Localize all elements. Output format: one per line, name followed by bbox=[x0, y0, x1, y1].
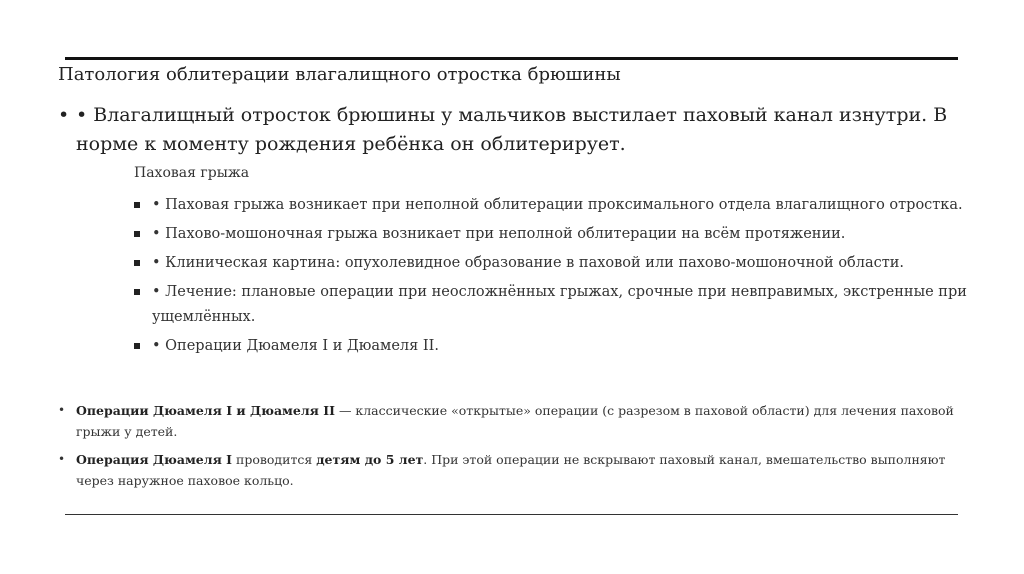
square-bullet-icon bbox=[134, 343, 140, 349]
square-bullet-icon bbox=[134, 202, 140, 208]
list-item-text: • Клиническая картина: опухолевидное образование в паховой или пахово-мошоночной области. bbox=[152, 255, 905, 271]
square-bullet-icon bbox=[134, 231, 140, 237]
list-item-text: • Пахово-мошоночная грыжа возникает при неполной облитерации на всём протяжении. bbox=[152, 226, 846, 242]
square-bullet-icon bbox=[134, 289, 140, 295]
note-text: проводится bbox=[232, 452, 317, 467]
note-bold: детям до 5 лет bbox=[316, 452, 424, 467]
subheading: Паховая грыжа bbox=[134, 165, 250, 181]
list-item bbox=[134, 251, 994, 276]
main-bullet bbox=[58, 101, 988, 159]
notes-list bbox=[58, 400, 978, 498]
note-text: . При этой операции не вскрывают паховый канал, вмешательство выполняют через наружное паховое кольцо. bbox=[76, 452, 946, 488]
list-item bbox=[134, 280, 994, 330]
note-bold: Операции Дюамеля I и Дюамеля II bbox=[76, 403, 335, 418]
note-marker: • bbox=[58, 452, 66, 466]
bottom-divider bbox=[65, 514, 958, 515]
main-bullet-text: • Влагалищный отросток брюшины у мальчиков выстилает паховый канал изнутри. В норме к моменту рождения ребёнка он облитерирует. bbox=[76, 104, 948, 155]
bullet-marker: • bbox=[58, 104, 70, 126]
list-item-text: • Операции Дюамеля I и Дюамеля II. bbox=[152, 338, 439, 354]
top-divider bbox=[65, 57, 958, 60]
list-item-text: • Паховая грыжа возникает при неполной облитерации проксимального отдела влагалищного отростка. bbox=[152, 197, 963, 213]
slide-title: Патология облитерации влагалищного отростка брюшины bbox=[58, 64, 621, 85]
square-bullet-icon bbox=[134, 260, 140, 266]
note-item bbox=[58, 449, 978, 491]
note-bold: Операция Дюамеля I bbox=[76, 452, 233, 467]
note-text: — классические «открытые» операции (с разрезом в паховой области) для лечения паховой грыжи у детей. bbox=[76, 403, 954, 439]
list-item bbox=[134, 334, 994, 359]
list-item-text: • Лечение: плановые операции при неосложнённых грыжах, срочные при невправимых, экстренные при ущемлённых. bbox=[152, 284, 967, 325]
note-item bbox=[58, 400, 978, 442]
note-marker: • bbox=[58, 403, 66, 417]
list-item bbox=[134, 222, 994, 247]
list-item bbox=[134, 193, 994, 218]
sub-list bbox=[134, 193, 994, 363]
